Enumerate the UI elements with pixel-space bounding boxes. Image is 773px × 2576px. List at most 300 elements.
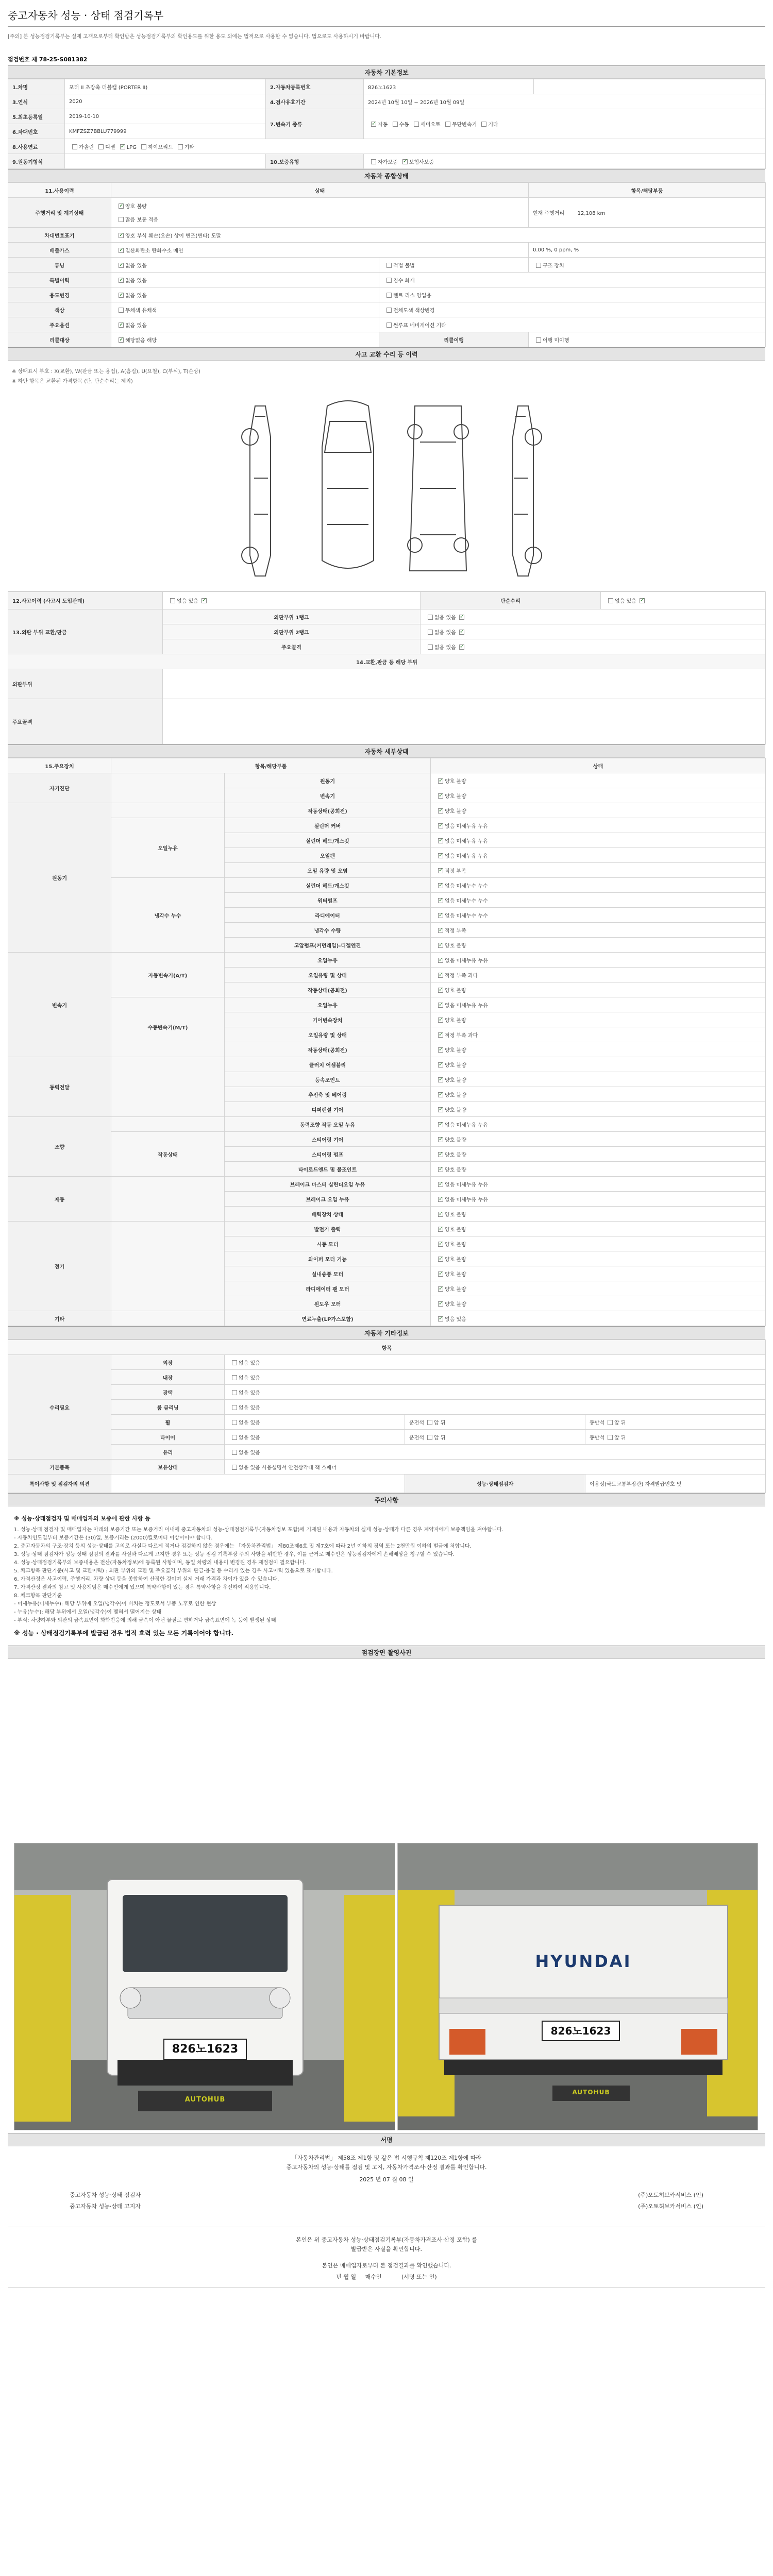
- note-item: 3. 성능·상태 점검자가 성능·상태 점검의 결과를 사실과 다르게 고지한 경우 또는 성능 점검 기록부상 주의 사항을 위반한 경우, 이를 근거로 매수인은 성능점검자에게 손해배상을 청구할 수 있습니다.: [14, 1552, 455, 1557]
- checkbox-icon[interactable]: [232, 1420, 237, 1425]
- checkbox-icon[interactable]: [427, 1420, 432, 1425]
- other-state: 없음 있음: [225, 1445, 766, 1460]
- other-state: 없음 있음: [225, 1400, 766, 1415]
- checkbox-icon[interactable]: [428, 630, 433, 635]
- note-item: 7. 가격산정 결과의 참고 및 사용책임은 매수인에게 있으며 특약사항이 있는 경우 특약사항을 우선하여 적용합니다.: [14, 1585, 271, 1590]
- device-subgroup: [111, 803, 225, 818]
- rank2-options: 없음 있음✓: [421, 624, 766, 639]
- checkbox-icon[interactable]: [438, 1152, 443, 1157]
- col-usage: 11.사용이력: [8, 183, 111, 198]
- detail-state: ✓ 적정 부족 과다: [431, 1027, 766, 1042]
- sig-line1: 「자동차관리법」 제58조 제1항 및 같은 법 시행규칙 제120조 제1항에 따라: [291, 2155, 482, 2161]
- checkbox-icon[interactable]: [386, 263, 392, 268]
- device-group: 자기진단: [8, 773, 111, 803]
- table-row: [8, 1415, 766, 1430]
- table-row: [8, 1222, 766, 1236]
- other-item: 유리: [111, 1445, 225, 1460]
- wheel-position: 운전석 앞 뒤: [405, 1430, 585, 1445]
- checkbox-icon[interactable]: [141, 144, 146, 149]
- table-row: [8, 773, 766, 788]
- detail-item: 디퍼렌셜 기어: [225, 1102, 431, 1117]
- other-info-table: [8, 1340, 766, 1493]
- checkbox-icon[interactable]: [438, 1257, 443, 1262]
- checkbox-icon[interactable]: [459, 630, 464, 635]
- col-device: 15.주요장치: [8, 758, 111, 773]
- recall-state: ✓ 해당없음 해당: [111, 332, 379, 347]
- detail-state: ✓ 없음 미세누유 누유: [431, 953, 766, 968]
- device-subgroup: 자동변속기(A/T): [111, 953, 225, 997]
- detail-item: 시동 모터: [225, 1236, 431, 1251]
- table-row: [8, 1385, 766, 1400]
- detail-state: ✓ 양호 불량: [431, 1281, 766, 1296]
- detail-state-title: 자동차 세부상태: [8, 744, 765, 758]
- detail-state: ✓ 양호 불량: [431, 1236, 766, 1251]
- simple-repair-options: 없음 있음✓: [601, 592, 766, 609]
- checkbox-icon[interactable]: [438, 1047, 443, 1053]
- sig-notifier-value[interactable]: (주)오토허브카서비스 (인): [638, 2203, 703, 2210]
- repair-group: 수리필요: [8, 1355, 111, 1460]
- checkbox-icon[interactable]: [438, 868, 443, 873]
- other-state: 없음 있음 사용설명서 안전삼각대 잭 스패너: [225, 1460, 766, 1475]
- detail-item: 스티어링 기어: [225, 1132, 431, 1147]
- vin-label: 6.차대번호: [8, 124, 65, 139]
- checkbox-icon[interactable]: [438, 913, 443, 918]
- detail-state: ✓ 없음 미세누수 누수: [431, 893, 766, 908]
- detail-state: ✓ 양호 불량: [431, 1296, 766, 1311]
- checkbox-icon[interactable]: [608, 1420, 613, 1425]
- wheel-position: 운전석 앞 뒤: [405, 1415, 585, 1430]
- car-name-value: 포터 II 초장축 더블캡 (PORTER II): [65, 79, 266, 94]
- detail-item: 실린더 헤드/개스킷: [225, 878, 431, 893]
- checkbox-icon[interactable]: [438, 1077, 443, 1082]
- rank1-options: 없음 있음✓: [421, 609, 766, 624]
- cert-label: 점검번호 제: [8, 56, 37, 63]
- notes-title: 주의사항: [8, 1493, 765, 1506]
- detail-item: 실내송풍 모터: [225, 1266, 431, 1281]
- table-row: [8, 818, 766, 833]
- buyer-sign-field[interactable]: (서명 또는 인): [401, 2274, 437, 2280]
- special-note-value: [111, 1475, 405, 1493]
- detail-item: 워터펌프: [225, 893, 431, 908]
- checkbox-icon[interactable]: [438, 853, 443, 858]
- checkbox-icon[interactable]: [438, 988, 443, 993]
- color-label: 색상: [8, 302, 111, 317]
- detail-state: ✓ 양호 불량: [431, 1162, 766, 1177]
- note-item: - 부식: 차량하부와 외판의 금속표면이 화학반응에 의해 금속이 아닌 물질로 변하거나 금속표면에 녹 등이 발생된 상태: [14, 1618, 276, 1623]
- device-subgroup: 오일누유: [111, 818, 225, 878]
- inspect-period-value: 2024년 10월 10일 ~ 2026년 10월 09일: [364, 94, 766, 109]
- device-group: 기타: [8, 1311, 111, 1326]
- mileage-value: 현재 주행거리 12,108 km: [529, 198, 766, 228]
- detail-state: ✓ 적정 부족 과다: [431, 968, 766, 982]
- car-name-label: 1.차명: [8, 79, 65, 94]
- device-subgroup: 냉각수 누수: [111, 878, 225, 953]
- checkbox-icon[interactable]: [438, 1182, 443, 1187]
- damage-table: [8, 591, 766, 744]
- detail-state: ✓ 양호 불량: [431, 1266, 766, 1281]
- detail-state: ✓ 없음 미세누수 누수: [431, 878, 766, 893]
- car-diagram: [8, 385, 765, 591]
- engineer-value: 이용성(국토교통부장관) 자격발급번호 및: [585, 1475, 766, 1493]
- other-info-title: 자동차 기타정보: [8, 1326, 765, 1340]
- signature-body: [8, 2154, 765, 2282]
- sig-inspector-label: 중고자동차 성능·상태 점검자: [70, 2192, 141, 2198]
- vin-mark-label: 차대번호표기: [8, 228, 111, 243]
- sig-inspector-value[interactable]: (주)오토허브카서비스 (인): [638, 2192, 703, 2198]
- checkbox-icon[interactable]: [445, 122, 450, 127]
- device-subgroup: 작동상태: [111, 1132, 225, 1177]
- checkbox-icon[interactable]: [438, 1122, 443, 1127]
- checkbox-icon[interactable]: [438, 973, 443, 978]
- other-state: 없음 있음: [225, 1415, 405, 1430]
- table-row: [8, 878, 766, 893]
- other-item: 보유상태: [111, 1460, 225, 1475]
- checkbox-icon[interactable]: [201, 598, 207, 603]
- notes-body: [8, 1506, 765, 1642]
- recall-label: 리콜대상: [8, 332, 111, 347]
- detail-item: 작동상태(공회전): [225, 1042, 431, 1057]
- detail-state: ✓ 없음 미세누유 누유: [431, 1177, 766, 1192]
- other-item: 외장: [111, 1355, 225, 1370]
- detail-item: 오일유량 및 상태: [225, 968, 431, 982]
- warranty-label: 10.보증유형: [266, 154, 364, 169]
- table-row: [8, 1117, 766, 1132]
- checkbox-icon[interactable]: [393, 122, 398, 127]
- bottom-divider: [8, 2287, 765, 2288]
- detail-item: 작동상태(공회전): [225, 803, 431, 818]
- checkbox-icon[interactable]: [438, 1092, 443, 1097]
- first-reg-value: 2019-10-10: [65, 109, 266, 124]
- detail-state: ✓ 양호 불량: [431, 1072, 766, 1087]
- checkbox-icon[interactable]: [438, 838, 443, 843]
- checkbox-icon[interactable]: [428, 615, 433, 620]
- color-state2: 전체도색 색상변경: [379, 302, 766, 317]
- detail-state: ✓ 양호 불량: [431, 1102, 766, 1117]
- wheel-position: 동반석 앞 뒤: [585, 1415, 766, 1430]
- fuel-options: 가솔린 디젤 ✓ LPG 하이브리드 기타: [65, 139, 766, 154]
- other-item: 광택: [111, 1385, 225, 1400]
- detail-state: ✓ 적정 부족: [431, 923, 766, 938]
- checkbox-icon[interactable]: [536, 263, 541, 268]
- detail-state: ✓ 적정 부족: [431, 863, 766, 878]
- emission-label: 배출가스: [8, 243, 111, 258]
- checkbox-icon[interactable]: [232, 1375, 237, 1380]
- damage-legend-2: ※ 하단 항목은 교환된 가격항목 (단, 단순수리는 제외): [12, 379, 133, 384]
- detail-item: 오일유량 및 상태: [225, 1027, 431, 1042]
- checkbox-icon[interactable]: [438, 1137, 443, 1142]
- damage-history-title: 사고 교환 수리 등 이력: [8, 347, 765, 361]
- table-row: [8, 1355, 766, 1370]
- rear-hub-logo: AUTOHUB: [572, 2089, 610, 2096]
- checkbox-icon[interactable]: [232, 1360, 237, 1365]
- recall-done-label: 리콜이행: [379, 332, 529, 347]
- other-item: 룸 클리닝: [111, 1400, 225, 1415]
- basic-items-group: 기본품목: [8, 1460, 111, 1475]
- checkbox-icon[interactable]: [98, 144, 104, 149]
- checkbox-icon[interactable]: [72, 144, 77, 149]
- checkbox-icon[interactable]: [438, 943, 443, 948]
- engine-type-label: 9.원동기형식: [8, 154, 65, 169]
- col-other-item: 항목: [8, 1340, 766, 1355]
- detail-item: 기어변속장치: [225, 1012, 431, 1027]
- note-item: 1. 성능·상태 점검자 및 매매업자는 아래의 보증기간 또는 보증거리 이내에 중고자동차의 성능·상태점검기록부(자동차정보 포함)에 기재된 내용과 자동차의 실제 성능·상태가 다른 경우 계약자에게 보증책임을 져야합니다.: [14, 1527, 504, 1533]
- emission-value: 0.00 %, 0 ppm, %: [529, 243, 766, 258]
- options-state2: 썬루프 네비게이션 기타: [379, 317, 766, 332]
- checkbox-icon[interactable]: [402, 159, 408, 164]
- basic-info-title: 자동차 기본정보: [8, 65, 765, 79]
- device-group: 원동기: [8, 803, 111, 953]
- checkbox-icon[interactable]: [232, 1405, 237, 1410]
- note-item: 2. 중고자동차의 구조·장치 등의 성능·상태를 고의로 사실과 다르게 적거나 점검하지 않은 경우에는 「자동차관리법」 제80조제6호 및 제7호에 따라 2년 이하의 징역 또는 2천만원 이하의 벌금에 처합니다.: [14, 1544, 472, 1549]
- reg-no-label: 2.자동차등록번호: [266, 79, 364, 94]
- use-change-state: ✓ 없음 있음: [111, 287, 379, 302]
- tuning-label: 튜닝: [8, 258, 111, 273]
- special-history-state2: 침수 화재: [379, 273, 766, 287]
- checkbox-icon[interactable]: [438, 928, 443, 933]
- engineer-label: 성능·상태점검자: [405, 1475, 585, 1493]
- detail-item: 브레이크 마스터 실린더오일 누유: [225, 1177, 431, 1192]
- checkbox-icon[interactable]: [438, 1242, 443, 1247]
- detail-state: ✓ 양호 불량: [431, 1012, 766, 1027]
- checkbox-icon[interactable]: [119, 248, 124, 253]
- checkbox-icon[interactable]: [119, 204, 124, 209]
- rear-plate: 826노1623: [550, 2025, 611, 2037]
- col-state: 상태: [111, 183, 529, 198]
- checkbox-icon[interactable]: [119, 308, 124, 313]
- engine-type-value: [65, 154, 266, 169]
- checkbox-icon[interactable]: [438, 1018, 443, 1023]
- detail-state: ✓ 없음 미세누유 누유: [431, 1192, 766, 1207]
- note-warning: ※ 성능 · 상태점검기록부에 발급된 경우 법적 효력 있는 모든 기록이어야 합니다.: [14, 1630, 234, 1637]
- checkbox-icon[interactable]: [232, 1435, 237, 1440]
- checkbox-icon[interactable]: [481, 122, 486, 127]
- detail-state: ✓ 양호 불량: [431, 1222, 766, 1236]
- sig-line5: 본인은 매매업자로부터 본 점검결과를 확인했습니다.: [322, 2262, 451, 2269]
- detail-item: 클러치 어셈블리: [225, 1057, 431, 1072]
- device-subgroup: [111, 773, 225, 803]
- checkbox-icon[interactable]: [438, 1032, 443, 1038]
- checkbox-icon[interactable]: [428, 645, 433, 650]
- warranty-options: 자가보증 ✓ 보험사보증: [364, 154, 766, 169]
- checkbox-icon[interactable]: [427, 1435, 432, 1440]
- detail-state: ✓ 양호 불량: [431, 1251, 766, 1266]
- detail-item: 냉각수 수량: [225, 923, 431, 938]
- vin-mark-state: ✓ 양호 부식 훼손(오손) 상이 변조(변타) 도말: [111, 228, 766, 243]
- wheel-position: 동반석 앞 뒤: [585, 1430, 766, 1445]
- detail-state: ✓ 없음 미세누유 누유: [431, 997, 766, 1012]
- checkbox-icon[interactable]: [414, 122, 419, 127]
- checkbox-icon[interactable]: [438, 1301, 443, 1307]
- cert-value: 78-25-S081382: [39, 56, 88, 63]
- detail-item: 등속조인트: [225, 1072, 431, 1087]
- device-group: 전기: [8, 1222, 111, 1311]
- checkbox-icon[interactable]: [438, 778, 443, 784]
- detail-state: ✓ 없음 미세누유 누유: [431, 833, 766, 848]
- detail-item: 라디에이터: [225, 908, 431, 923]
- checkbox-icon[interactable]: [120, 144, 125, 149]
- checkbox-icon[interactable]: [371, 122, 376, 127]
- checkbox-icon[interactable]: [119, 263, 124, 268]
- checkbox-icon[interactable]: [438, 1197, 443, 1202]
- device-subgroup: [111, 1311, 225, 1326]
- checkbox-icon[interactable]: [232, 1465, 237, 1470]
- front-photo: [14, 1843, 395, 2130]
- checkbox-icon[interactable]: [386, 323, 392, 328]
- checkbox-icon[interactable]: [438, 1227, 443, 1232]
- options-state: ✓ 없음 있음: [111, 317, 379, 332]
- front-hub-logo: AUTOHUB: [184, 2096, 226, 2104]
- car-outline-icon: [8, 385, 765, 591]
- checkbox-icon[interactable]: [438, 793, 443, 799]
- inspect-period-label: 4.검사유효기간: [266, 94, 364, 109]
- table-row: [8, 803, 766, 818]
- checkbox-icon[interactable]: [386, 278, 392, 283]
- checkbox-icon[interactable]: [438, 1272, 443, 1277]
- checkbox-icon[interactable]: [119, 217, 124, 222]
- year-value: 2020: [65, 94, 266, 109]
- detail-item: 고압펌프(커먼레일)-디젤엔진: [225, 938, 431, 953]
- table-row: [8, 953, 766, 968]
- col-parts: 항목/해당부품: [529, 183, 766, 198]
- checkbox-icon[interactable]: [608, 598, 613, 603]
- checkbox-icon[interactable]: [536, 337, 541, 343]
- other-item: 내장: [111, 1370, 225, 1385]
- device-subgroup: [111, 1222, 225, 1311]
- detail-state: ✓ 없음 있음: [431, 1311, 766, 1326]
- checkbox-icon[interactable]: [386, 293, 392, 298]
- front-plate: 826노1623: [172, 2043, 239, 2056]
- detail-state: ✓ 양호 불량: [431, 1147, 766, 1162]
- checkbox-icon[interactable]: [438, 1316, 443, 1321]
- detail-state: ✓ 양호 불량: [431, 938, 766, 953]
- accident-options: 없음 있음✓: [163, 592, 421, 609]
- sig-line3: 본인은 위 중고자동차 성능·상태점검기록부(자동차가격조사·산정 포함) 를: [8, 2227, 765, 2245]
- special-history-state: ✓ 없음 있음: [111, 273, 379, 287]
- detail-item: 배력장치 상태: [225, 1207, 431, 1222]
- overall-state-title: 자동차 종합상태: [8, 169, 765, 182]
- notes-head: ※ 성능·상태점검자 및 매매업자의 보증에 관한 사항 등: [14, 1515, 150, 1522]
- detail-item: 윈도우 모터: [225, 1296, 431, 1311]
- checkbox-icon[interactable]: [119, 323, 124, 328]
- other-item: 타이어: [111, 1430, 225, 1445]
- detail-state: ✓ 양호 불량: [431, 773, 766, 788]
- detail-item: 타이로드엔드 및 볼조인트: [225, 1162, 431, 1177]
- table-row: [8, 1311, 766, 1326]
- detail-state: ✓ 양호 불량: [431, 1057, 766, 1072]
- table-row: [8, 1177, 766, 1192]
- checkbox-icon[interactable]: [438, 1286, 443, 1292]
- checkbox-icon[interactable]: [438, 958, 443, 963]
- checkbox-icon[interactable]: [608, 1435, 613, 1440]
- table-row: [8, 1460, 766, 1475]
- checkbox-icon[interactable]: [232, 1390, 237, 1395]
- device-group: 변속기: [8, 953, 111, 1057]
- checkbox-icon[interactable]: [438, 1107, 443, 1112]
- transmission-label: 7.변속기 종류: [266, 109, 364, 139]
- detail-state: ✓ 양호 불량: [431, 1042, 766, 1057]
- table-row: [8, 1057, 766, 1072]
- other-state: 없음 있음: [225, 1385, 766, 1400]
- detail-item: 연료누출(LP가스포함): [225, 1311, 431, 1326]
- detail-item: 변속기: [225, 788, 431, 803]
- vin-value: KMFZSZ7BBLU779999: [65, 124, 266, 139]
- detail-item: 동력조향 작동 오일 누유: [225, 1117, 431, 1132]
- options-label: 주요옵션: [8, 317, 111, 332]
- rank1-label: 외판부위 1랭크: [163, 609, 421, 624]
- checkbox-icon[interactable]: [438, 1003, 443, 1008]
- detail-state: ✓ 양호 불량: [431, 788, 766, 803]
- checkbox-icon[interactable]: [438, 883, 443, 888]
- checkbox-icon[interactable]: [459, 645, 464, 650]
- tuning-note: 구조 장치: [529, 258, 766, 273]
- front-truck-photo-icon: [14, 1843, 395, 2130]
- checkbox-icon[interactable]: [178, 144, 183, 149]
- checkbox-icon[interactable]: [438, 898, 443, 903]
- detail-item: 실린더 커버: [225, 818, 431, 833]
- detail-state: ✓ 양호 불량: [431, 1207, 766, 1222]
- checkbox-icon[interactable]: [232, 1450, 237, 1455]
- basic-info-table: [8, 79, 766, 169]
- checkbox-icon[interactable]: [640, 598, 645, 603]
- fuel-label: 8.사용연료: [8, 139, 65, 154]
- first-reg-label: 5.최초등록일: [8, 109, 65, 124]
- special-history-label: 특별이력: [8, 273, 111, 287]
- mileage-label: 주행거리 및 계기상태: [8, 198, 111, 228]
- rank2-label: 외판부위 2랭크: [163, 624, 421, 639]
- frame-label: 주요골격: [163, 639, 421, 654]
- detail-state: ✓ 양호 불량: [431, 1132, 766, 1147]
- detail-state-table: [8, 758, 766, 1326]
- checkbox-icon[interactable]: [459, 615, 464, 620]
- detail-state: ✓ 양호 불량: [431, 982, 766, 997]
- device-group: 동력전달: [8, 1057, 111, 1117]
- certificate-number: [8, 40, 765, 65]
- other-state: 없음 있음: [225, 1430, 405, 1445]
- reg-no-value: 826노1623: [364, 79, 534, 94]
- checkbox-icon[interactable]: [119, 233, 124, 238]
- note-item: - 자동차인도일부터 보증기간은 (30)일, 보증거리는 (2000)킬로미터 이상이어야 합니다.: [14, 1535, 213, 1541]
- other-item: 휠: [111, 1415, 225, 1430]
- checkbox-icon[interactable]: [170, 598, 175, 603]
- checkbox-icon[interactable]: [119, 293, 124, 298]
- checkbox-icon[interactable]: [438, 808, 443, 814]
- table-row: [8, 1370, 766, 1385]
- checkbox-icon[interactable]: [438, 1167, 443, 1172]
- notice-text: [주의] 본 성능점검기록부는 실제 고객으로부터 확인받은 성능점검기록부의 확인용도를 위한 용도 외에는 법적으로 사용할 수 없습니다. 법으로도 사용하시기 바랍니다.: [8, 34, 382, 40]
- note-item: - 누유(누수): 해당 부위에서 오일(냉각수)이 맺혀서 떨어지는 상태: [14, 1609, 162, 1615]
- checkbox-icon[interactable]: [371, 159, 376, 164]
- simple-repair-label: 단순수리: [421, 592, 601, 609]
- mileage-state: ✓양호 불량 많음 보통 적음: [111, 198, 529, 228]
- checkbox-icon[interactable]: [438, 1062, 443, 1067]
- checkbox-icon[interactable]: [119, 278, 124, 283]
- checkbox-icon[interactable]: [119, 337, 124, 343]
- col-item: 항목/해당부품: [111, 758, 431, 773]
- document-title: 중고자동차 성능 · 상태 점검기록부: [8, 0, 765, 27]
- brand-logo: HYUNDAI: [535, 1952, 632, 1971]
- checkbox-icon[interactable]: [438, 823, 443, 828]
- device-subgroup: [111, 1177, 225, 1222]
- table-row: [8, 1445, 766, 1460]
- detail-item: 원동기: [225, 773, 431, 788]
- year-label: 3.연식: [8, 94, 65, 109]
- frame-parts-options: [163, 699, 766, 744]
- checkbox-icon[interactable]: [386, 308, 392, 313]
- frame-parts-label: 주요골격: [8, 699, 163, 744]
- parts-title: 14.교환,판금 등 해당 부위: [8, 654, 766, 669]
- color-state: 무채색 유채색: [111, 302, 379, 317]
- checkbox-icon[interactable]: [438, 1212, 443, 1217]
